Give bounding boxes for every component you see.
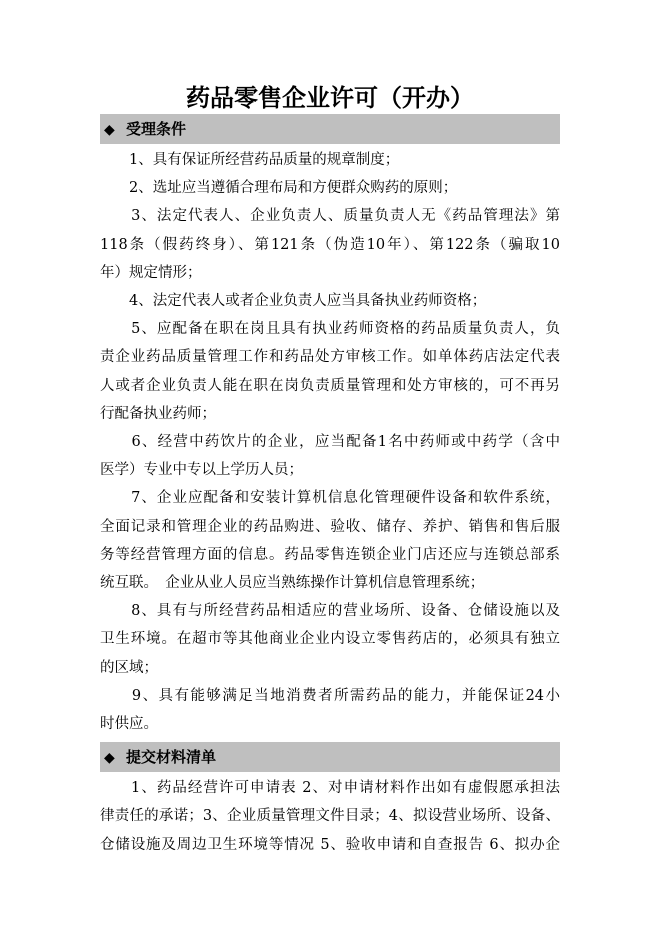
text-line: 4、法定代表人或者企业负责人应当具备执业药师资格； (100, 293, 487, 309)
text-line: 的区域； (100, 659, 158, 676)
paragraph (100, 202, 560, 287)
text-line: 律责任的承诺；3、企业质量管理文件目录；4、拟设营业场所、设备、 (100, 808, 560, 825)
text-line: 仓储设施及周边卫生环境等情况 5、验收申请和自查报告 6、拟办企 (100, 836, 560, 853)
text-line: 8、具有与所经营药品相适应的营业场所、设备、仓储设施以及 (100, 603, 560, 620)
paragraph (100, 146, 560, 174)
text-line: 卫生环境。在超市等其他商业企业内设立零售药店的，必须具有独立 (100, 631, 560, 648)
text-line: 9、具有能够满足当地消费者所需药品的能力，并能保证24小 (100, 687, 560, 704)
text-line: 年）规定情形； (100, 264, 202, 281)
text-line: 1、药品经营许可申请表 2、对申请材料作出如有虚假愿承担法 (100, 780, 560, 797)
text-line: 1、具有保证所经营药品质量的规章制度； (100, 152, 400, 168)
text-line: 5、应配备在职在岗且具有执业药师资格的药品质量负责人，负 (100, 321, 560, 338)
diamond-bullet-icon: ◆ (104, 750, 115, 767)
text-line: 时供应。 (100, 715, 158, 732)
text-line: 责企业药品质量管理工作和药品处方审核工作。如单体药店法定代表 (100, 349, 560, 366)
paragraph (100, 597, 560, 682)
paragraph (100, 682, 560, 738)
text-line: 统互联。 企业从业人员应当熟练操作计算机信息管理系统； (100, 574, 485, 591)
text-line: 人或者企业负责人能在职在岗负责质量管理和处方审核的，可不再另 (100, 377, 560, 394)
text-line: 务等经营管理方面的信息。药品零售连锁企业门店还应与连锁总部系 (100, 546, 560, 563)
text-line: 行配备执业药师； (100, 405, 216, 422)
paragraph (100, 315, 560, 428)
text-line: 7、企业应配备和安装计算机信息化管理硬件设备和软件系统， (100, 490, 560, 507)
text-line: 2、选址应当遵循合理布局和方便群众购药的原则； (100, 180, 458, 197)
section-heading-label: 受理条件 (126, 120, 187, 138)
paragraph (100, 484, 560, 597)
text-line: 118条（假药终身）、第121条（伪造10年）、第122条（骗取10 (100, 236, 560, 253)
diamond-bullet-icon: ◆ (104, 122, 115, 138)
paragraph (100, 774, 560, 859)
text-line: 医学）专业中专以上学历人员； (100, 462, 303, 479)
document-title: 药品零售企业许可（开办） (186, 84, 474, 112)
paragraph (100, 174, 560, 202)
section-heading-label: 提交材料清单 (126, 748, 217, 767)
text-line: 3、法定代表人、企业负责人、质量负责人无《药品管理法》第 (100, 208, 560, 225)
section-heading-acceptance-conditions (100, 114, 560, 144)
paragraph (100, 287, 560, 315)
paragraph (100, 428, 560, 484)
section-heading-materials-list (100, 742, 560, 772)
text-line: 全面记录和管理企业的药品购进、验收、储存、养护、销售和售后服 (100, 518, 560, 535)
text-line: 6、经营中药饮片的企业，应当配备1名中药师或中药学（含中 (100, 434, 560, 450)
